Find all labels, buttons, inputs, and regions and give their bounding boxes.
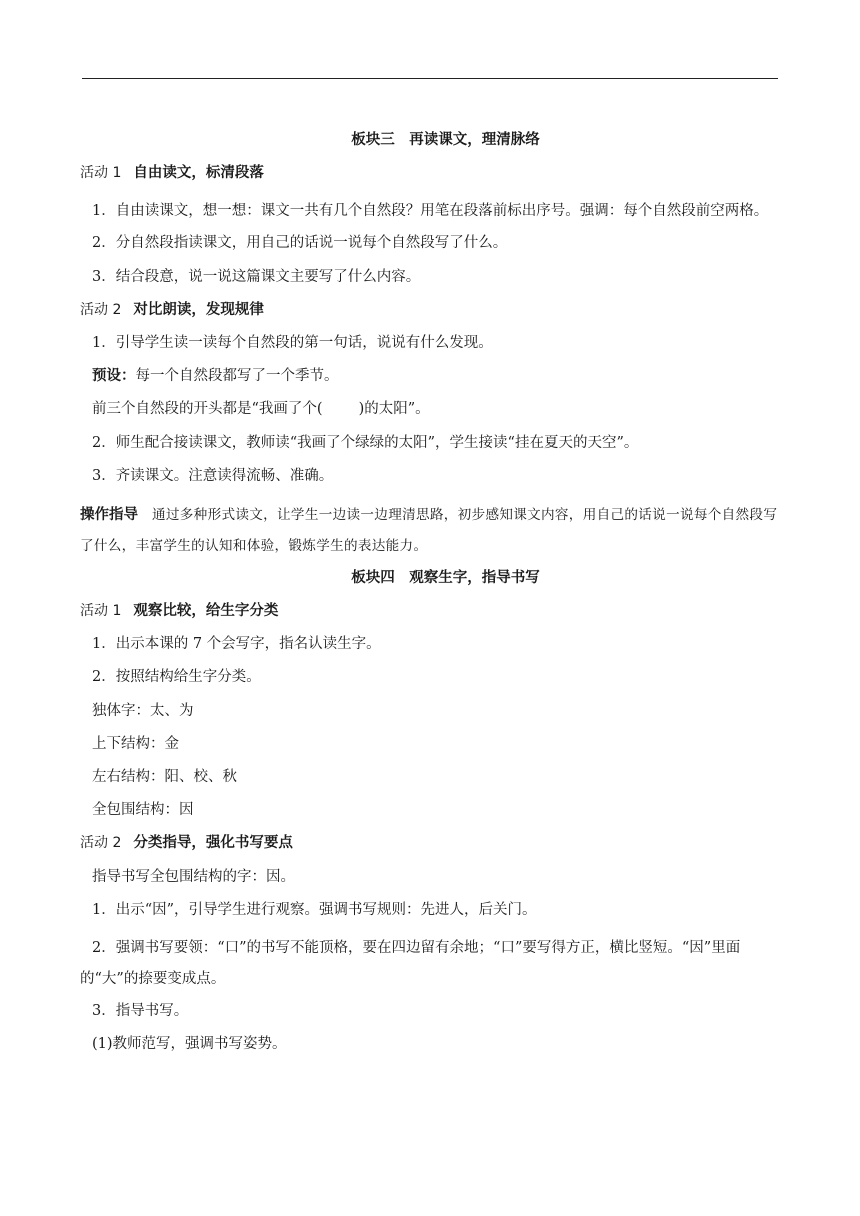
paragraph bbox=[80, 333, 778, 353]
paragraph bbox=[80, 900, 778, 920]
paragraph-text: 指导书写全包围结构的字：因。 bbox=[92, 868, 295, 885]
paragraph bbox=[80, 267, 778, 287]
paragraph bbox=[80, 734, 778, 754]
paragraph-text: 1．出示本课的 7 个会写字，指名认读生字。 bbox=[92, 636, 381, 653]
paragraph-text: 2．师生配合接读课文，教师读“我画了个绿绿的太阳”，学生接读“挂在夏天的天空”。 bbox=[92, 434, 639, 451]
paragraph-text: 1．引导学生读一读每个自然段的第一句话，说说有什么发现。 bbox=[92, 334, 493, 351]
paragraph bbox=[80, 466, 778, 486]
operation-guide bbox=[80, 499, 778, 562]
preset-label: 预设： bbox=[92, 367, 136, 385]
activity-title-text: 自由读文，标清段落 bbox=[133, 164, 264, 182]
paragraph bbox=[80, 1034, 778, 1054]
activity-title-text: 观察比较，给生字分类 bbox=[133, 602, 279, 620]
pattern-after: )的太阳”。 bbox=[358, 401, 430, 418]
preset-text: 每一个自然段都写了一个季节。 bbox=[135, 368, 339, 385]
paragraph bbox=[80, 1001, 778, 1021]
activity-number: 活动 2 bbox=[80, 835, 122, 852]
activity-number: 活动 1 bbox=[80, 603, 122, 620]
pattern-before: 前三个自然段的开头都是“我画了个( bbox=[92, 401, 323, 418]
activity-title bbox=[80, 163, 778, 183]
section-heading-3: 板块三 再读课文，理清脉络 bbox=[351, 131, 540, 148]
paragraph bbox=[80, 867, 778, 887]
paragraph bbox=[80, 196, 778, 227]
paragraph bbox=[80, 767, 778, 787]
paragraph bbox=[80, 667, 778, 687]
paragraph bbox=[80, 701, 778, 721]
paragraph-text: 3．齐读课文。注意读得流畅、准确。 bbox=[92, 467, 334, 484]
activity-title-text: 对比朗读，发现规律 bbox=[133, 300, 264, 318]
paragraph bbox=[80, 634, 778, 654]
paragraph-text: 全包围结构：因 bbox=[92, 802, 194, 819]
activity-title bbox=[80, 601, 778, 621]
paragraph-text: 3．结合段意，说一说这篇课文主要写了什么内容。 bbox=[92, 268, 421, 285]
paragraph-text: 1．出示“因”，引导学生进行观察。强调书写规则：先进人，后关门。 bbox=[92, 901, 537, 918]
paragraph bbox=[80, 800, 778, 820]
activity-title bbox=[80, 833, 778, 853]
activity-number: 活动 2 bbox=[80, 301, 122, 318]
paragraph-text: (1)教师范写，强调书写姿势。 bbox=[92, 1036, 287, 1053]
paragraph bbox=[80, 233, 778, 253]
paragraph-text: 1．自由读课文，想一想：课文一共有几个自然段？用笔在段落前标出序号。强调：每个自然段前空两格。 bbox=[92, 203, 769, 220]
paragraph-text: 3．指导书写。 bbox=[92, 1002, 189, 1019]
header-rule bbox=[82, 78, 778, 79]
paragraph-text: 独体字：太、为 bbox=[92, 702, 194, 719]
paragraph-text: 2．按照结构给生字分类。 bbox=[92, 669, 261, 686]
section-heading-4: 板块四 观察生字，指导书写 bbox=[351, 568, 540, 586]
paragraph bbox=[80, 933, 778, 995]
paragraph-text: 上下结构：金 bbox=[92, 735, 179, 752]
paragraph-text: 2．分自然段指读课文，用自己的话说一说每个自然段写了什么。 bbox=[92, 235, 508, 252]
preset-line bbox=[80, 366, 778, 386]
guide-text: 通过多种形式读文，让学生一边读一边理清思路，初步感知课文内容，用自己的话说一说每个自然段写了什么，丰富学生的认知和体验，锻炼学生的表达能力。 bbox=[80, 506, 778, 554]
guide-label: 操作指导 bbox=[80, 505, 138, 523]
paragraph bbox=[80, 433, 778, 453]
activity-title-text: 分类指导，强化书写要点 bbox=[133, 834, 293, 852]
paragraph-text: 左右结构：阳、校、秋 bbox=[92, 769, 237, 785]
activity-title bbox=[80, 300, 778, 320]
paragraph-text: 2．强调书写要领：“口”的书写不能顶格，要在四边留有余地；“口”要写得方正，横比竖短。“因”里面的“大”的捺要变成点。 bbox=[80, 939, 741, 987]
document-body bbox=[80, 126, 778, 1067]
activity-number: 活动 1 bbox=[80, 165, 122, 182]
pattern-line bbox=[80, 399, 778, 419]
